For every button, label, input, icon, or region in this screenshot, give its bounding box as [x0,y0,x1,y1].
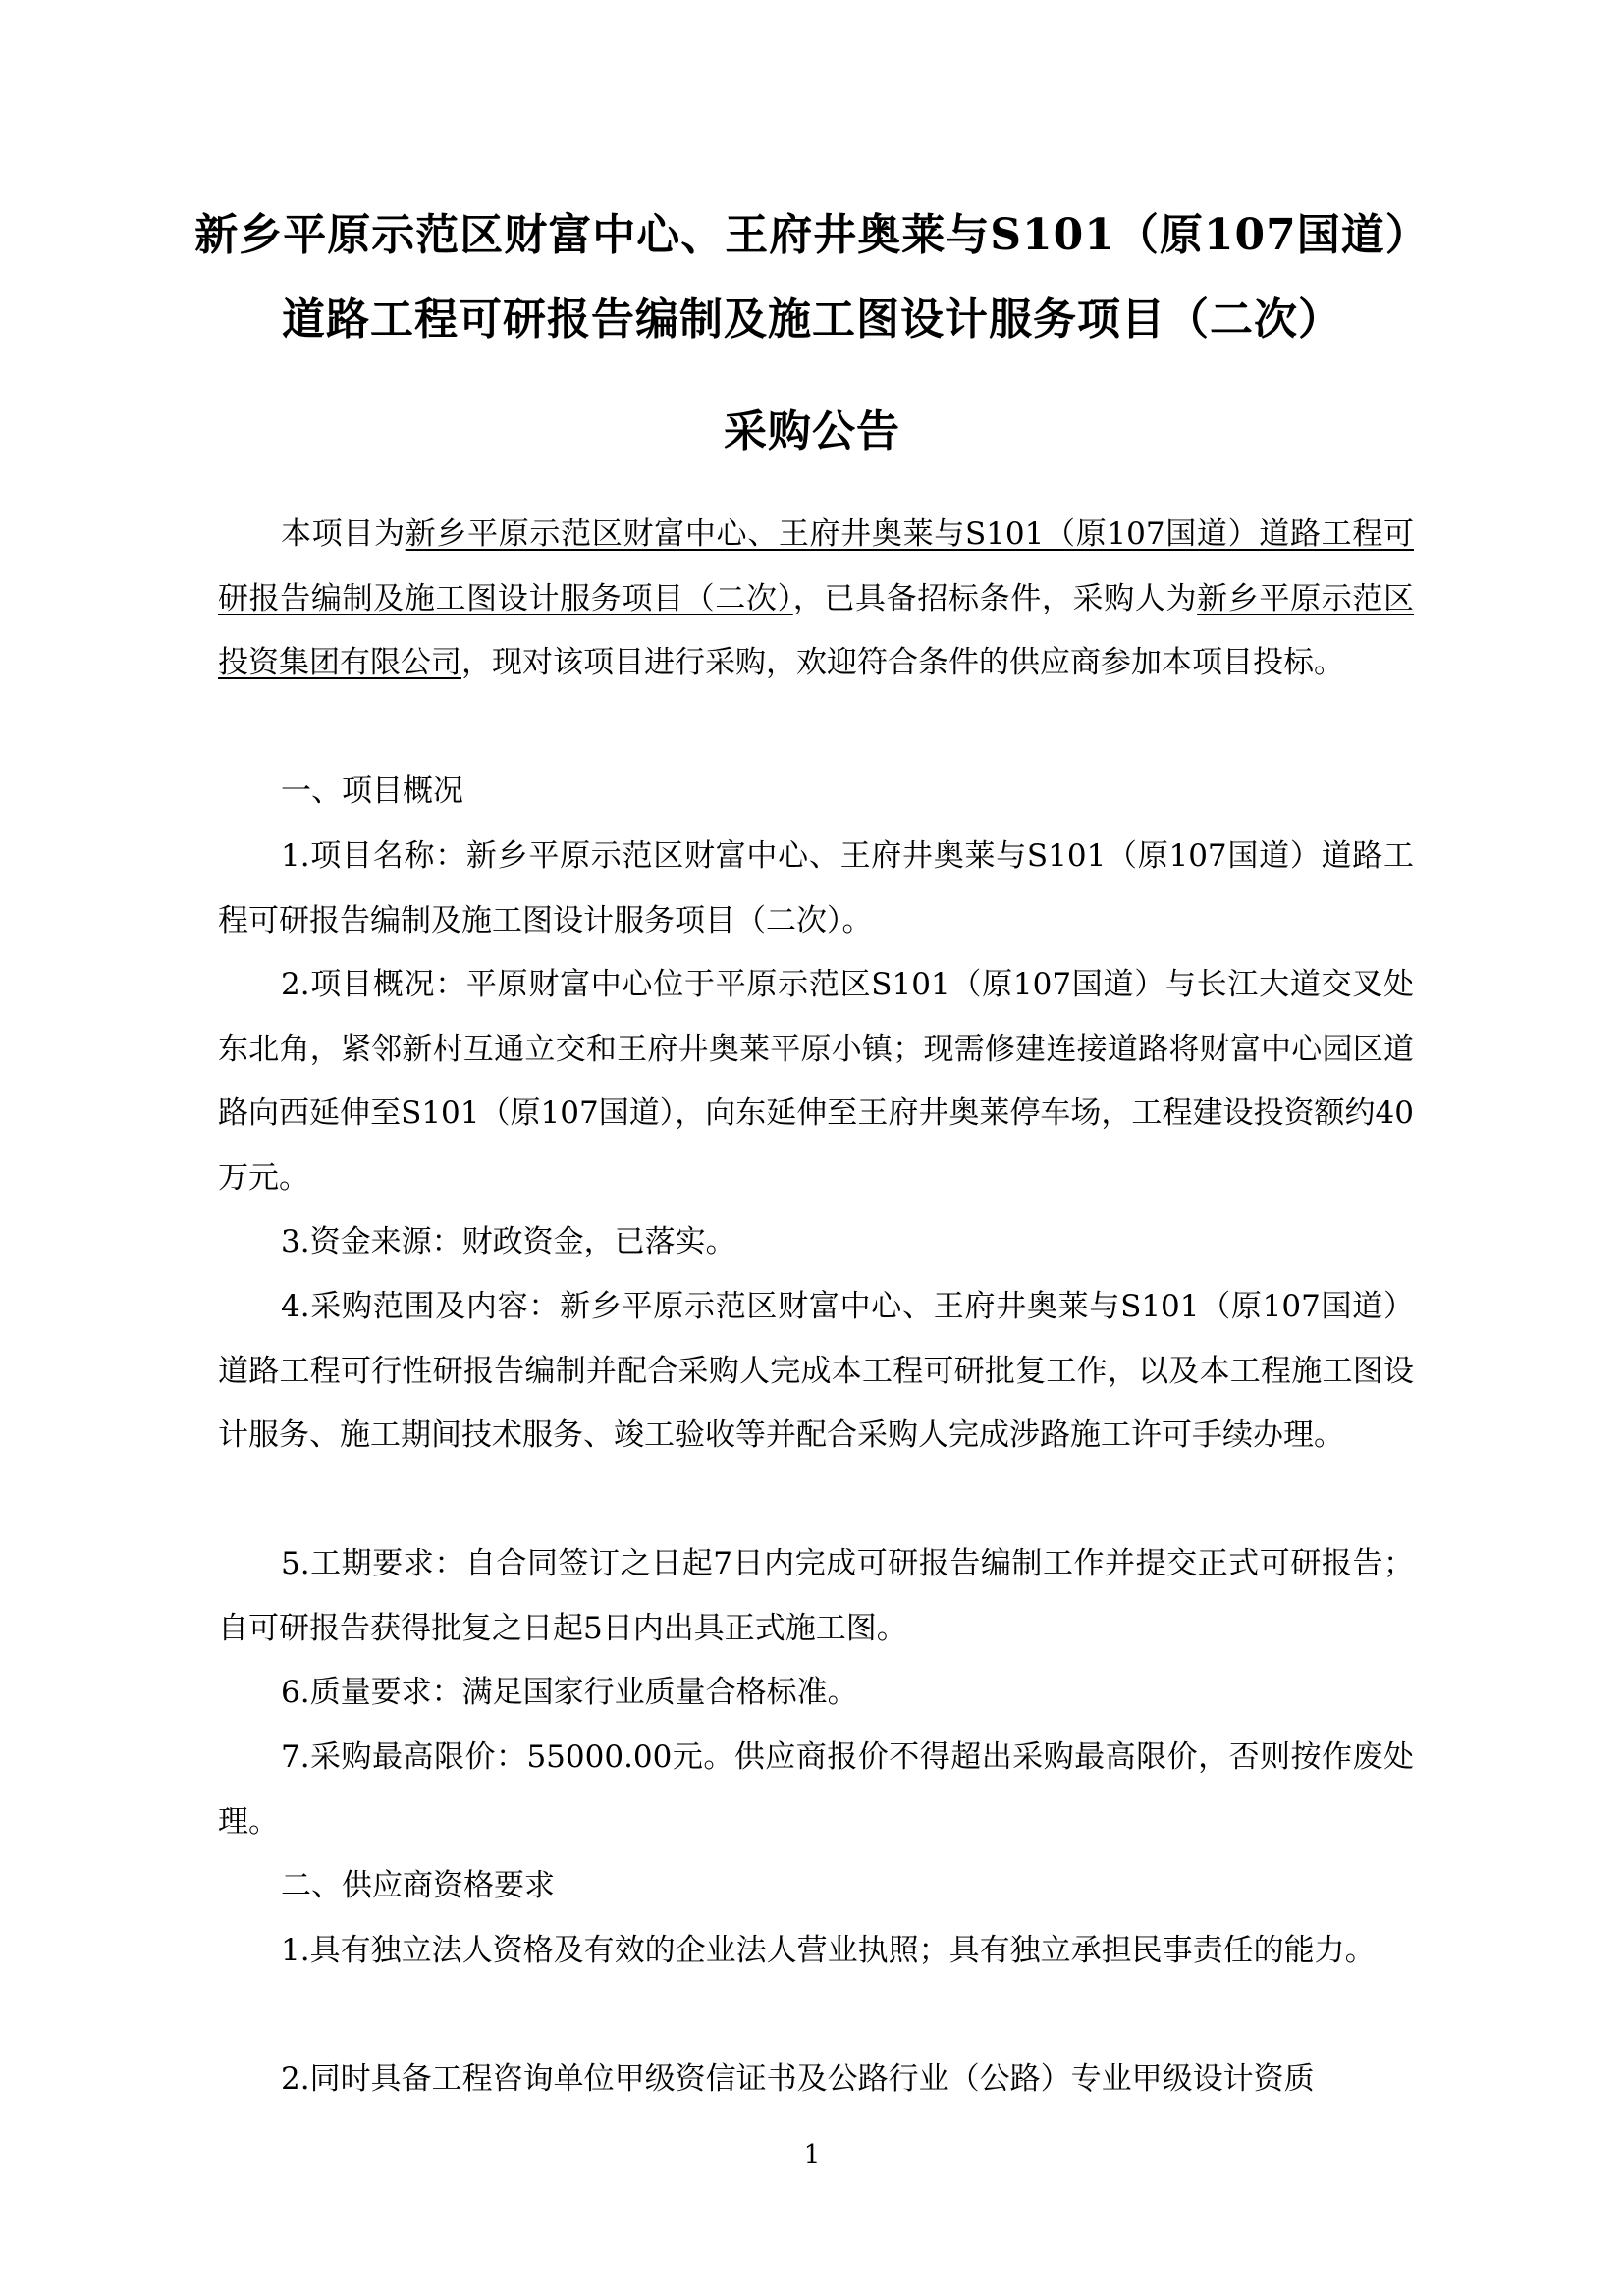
item-5: 5.工期要求：自合同签订之日起7日内完成可研报告编制工作并提交正式可研报告；自可研报告获得批复之日起5日内出具正式施工图。 [218,1546,1414,1646]
intro-text-3: ，现对该项目进行采购，欢迎符合条件的供应商参加本项目投标。 [461,645,1344,680]
item-2: 2.项目概况：平原财富中心位于平原示范区S101（原107国道）与长江大道交叉处东北角，紧邻新村互通立交和王府井奥莱平原小镇；现需修建连接道路将财富中心园区道路向西延伸至S101（原107国道），向东延伸至王府井奥莱停车场，工程建设投资额约40万元。 [218,967,1414,1196]
intro-text-1: 本项目为 [281,516,406,552]
item-6: 6.质量要求：满足国家行业质量合格标准。 [281,1675,858,1710]
item-4: 4.采购范围及内容：新乡平原示范区财富中心、王府井奥莱与S101（原107国道）道路工程可行性研报告编制并配合采购人完成本工程可研批复工作，以及本工程施工图设计服务、施工期间技术服务、竣工验收等并配合采购人完成涉路施工许可手续办理。 [218,1289,1414,1453]
intro-text-2: ，已具备招标条件，采购人为 [792,580,1198,616]
requirement-1: 1.具有独立法人资格及有效的企业法人营业执照；具有独立承担民事责任的能力。 [281,1933,1376,1968]
item-1: 1.项目名称：新乡平原示范区财富中心、王府井奥莱与S101（原107国道）道路工程可研报告编制及施工图设计服务项目（二次）。 [218,838,1414,938]
page-number: 1 [803,2140,821,2169]
title-line-3: 采购公告 [724,406,900,456]
requirement-2: 2.同时具备工程咨询单位甲级资信证书及公路行业（公路）专业甲级设计资质 [281,2061,1315,2097]
project-name-underlined: 新乡平原示范区财富中心、王府井奥莱与S101（原107国道）道路工程可研报告编制及施工图设计服务项目（二次） [218,516,1414,616]
section-heading-2: 二、供应商资格要求 [281,1868,555,1903]
title-line-1: 新乡平原示范区财富中心、王府井奥莱与S101（原107国道） [194,210,1430,260]
title-line-2: 道路工程可研报告编制及施工图设计服务项目（二次） [282,294,1342,345]
purchaser-underlined: 新乡平原示范区投资集团有限公司 [218,580,1415,680]
intro-paragraph [218,503,1414,696]
item-3: 3.资金来源：财政资金，已落实。 [281,1224,736,1259]
section-heading-1: 一、项目概况 [281,774,463,809]
item-7: 7.采购最高限价：55000.00元。供应商报价不得超出采购最高限价，否则按作废处理。 [218,1739,1414,1840]
